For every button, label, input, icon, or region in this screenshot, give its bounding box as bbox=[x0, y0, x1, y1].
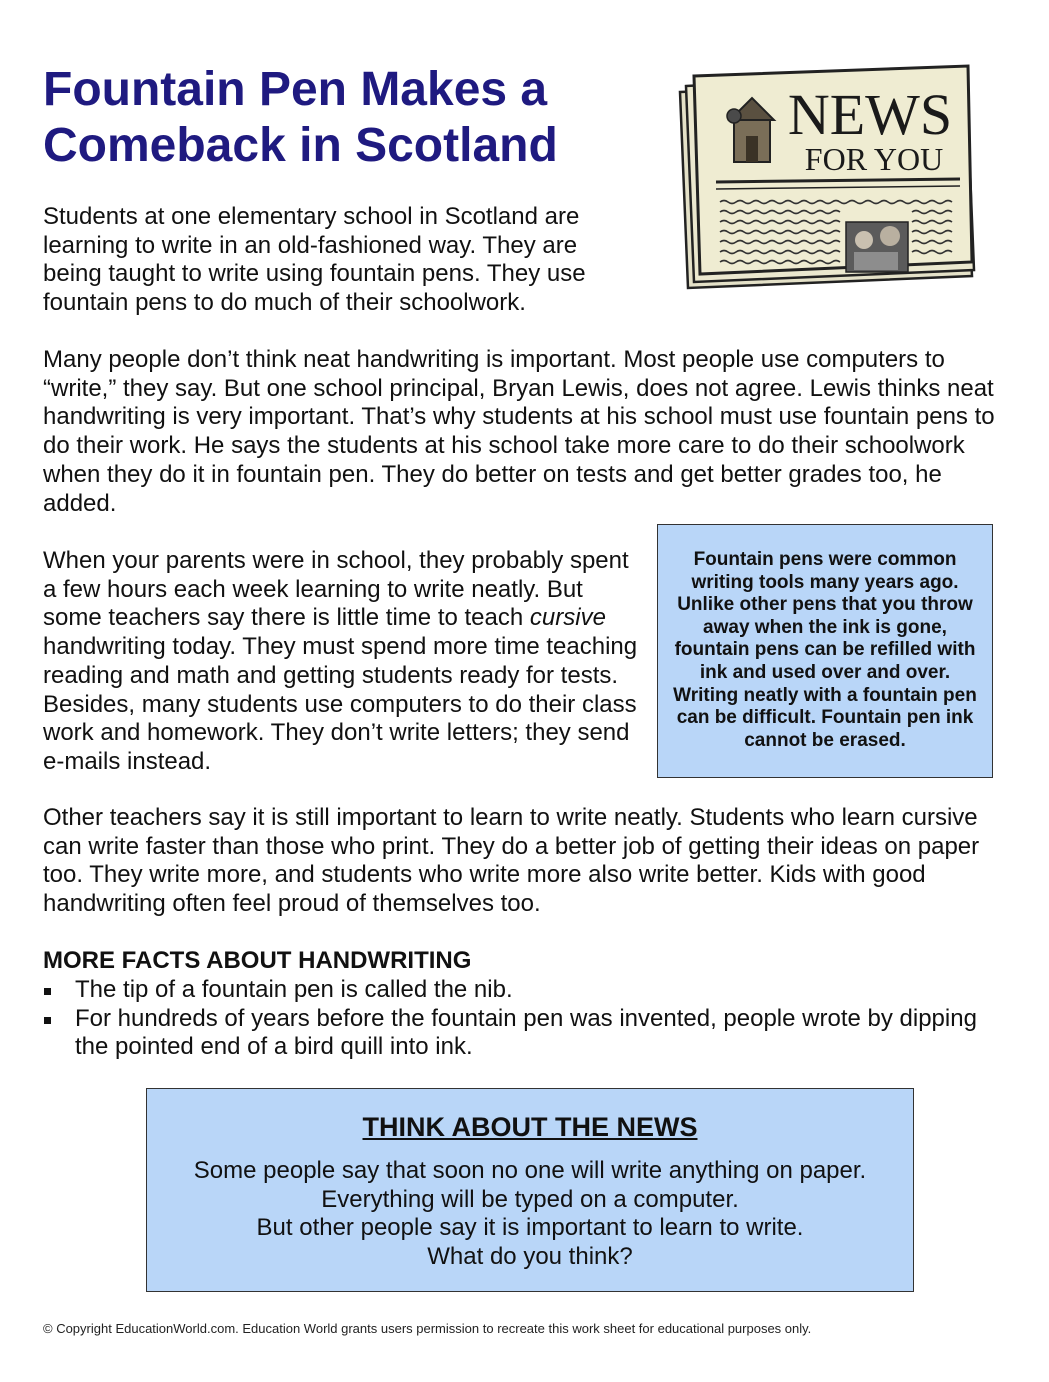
paragraph-intro: Students at one elementary school in Scotland are learning to write in an old-fashioned way. They are being taught to write using fountain pens. They use fountain pens to do much of their schoolwork. bbox=[43, 203, 586, 317]
fact-text: The tip of a fountain pen is called the nib. bbox=[75, 976, 513, 1003]
students-photo bbox=[846, 222, 908, 272]
cursive-emphasis: cursive bbox=[529, 604, 606, 632]
paragraph-parents bbox=[43, 547, 643, 777]
list-item bbox=[43, 976, 1003, 1005]
news-for-you-logo bbox=[672, 62, 978, 294]
logo-news-text: NEWS bbox=[787, 82, 953, 147]
paragraph-principal: Many people don’t think neat handwriting is important. Most people use computers to “write,” they say. But one school principal, Bryan Lewis, does not agree. Lewis thinks neat handwriting is very important. That’s why students at his school must use fountain pens to do their work. He says the students at his school take more care to do their schoolwork when they do it in fountain pen. They do better on tests and get better grades too, he added. bbox=[43, 346, 995, 517]
bullet-icon bbox=[44, 988, 51, 995]
paragraph-other-teachers: Other teachers say it is still important to learn to write neatly. Students who learn cursive can write faster than those who print. They do a better job of getting their ideas on paper too. They write more, and students who write more also write better. Kids with good handwriting often feel proud of themselves too. bbox=[43, 804, 980, 918]
think-line: Everything will be typed on a computer. bbox=[321, 1185, 739, 1213]
think-line: But other people say it is important to learn to write. bbox=[256, 1214, 804, 1242]
think-heading: THINK ABOUT THE NEWS bbox=[362, 1112, 698, 1142]
fountain-pen-fact-box bbox=[657, 524, 993, 778]
copyright-notice: © Copyright EducationWorld.com. Education World grants users permission to recreate this work sheet for educational purposes only. bbox=[43, 1321, 812, 1336]
think-line: Some people say that soon no one will write anything on paper. bbox=[193, 1157, 867, 1184]
fact-box-text: Fountain pens were common writing tools many years ago. Unlike other pens that you throw away when the ink is gone, fountain pens can be refilled with ink and used over and over. Writing neatly with a fountain pen can be difficult. Fountain pen ink cannot be erased. bbox=[673, 549, 977, 751]
facts-list bbox=[43, 976, 1003, 1062]
bullet-icon bbox=[44, 1017, 51, 1024]
list-item bbox=[43, 1005, 1003, 1062]
page-title: Fountain Pen Makes a Comeback in Scotland bbox=[43, 63, 558, 172]
logo-for-you-text: FOR YOU bbox=[804, 141, 944, 177]
think-line: What do you think? bbox=[427, 1243, 633, 1271]
more-facts-heading: MORE FACTS ABOUT HANDWRITING bbox=[43, 947, 472, 974]
think-about-the-news-box bbox=[146, 1088, 914, 1292]
paragraph-parents-part2: handwriting today. They must spend more time teaching reading and math and getting students ready for tests. Besides, many students use computers to do their class work and homework. They don’t write letters; they send e-mails instead. bbox=[43, 633, 638, 775]
fact-text: For hundreds of years before the fountain pen was invented, people wrote by dipping the pointed end of a bird quill into ink. bbox=[75, 1004, 977, 1061]
paragraph-parents-part1: When your parents were in school, they probably spent a few hours each week learning to write neatly. But some teachers say there is little time to teach bbox=[43, 547, 629, 632]
